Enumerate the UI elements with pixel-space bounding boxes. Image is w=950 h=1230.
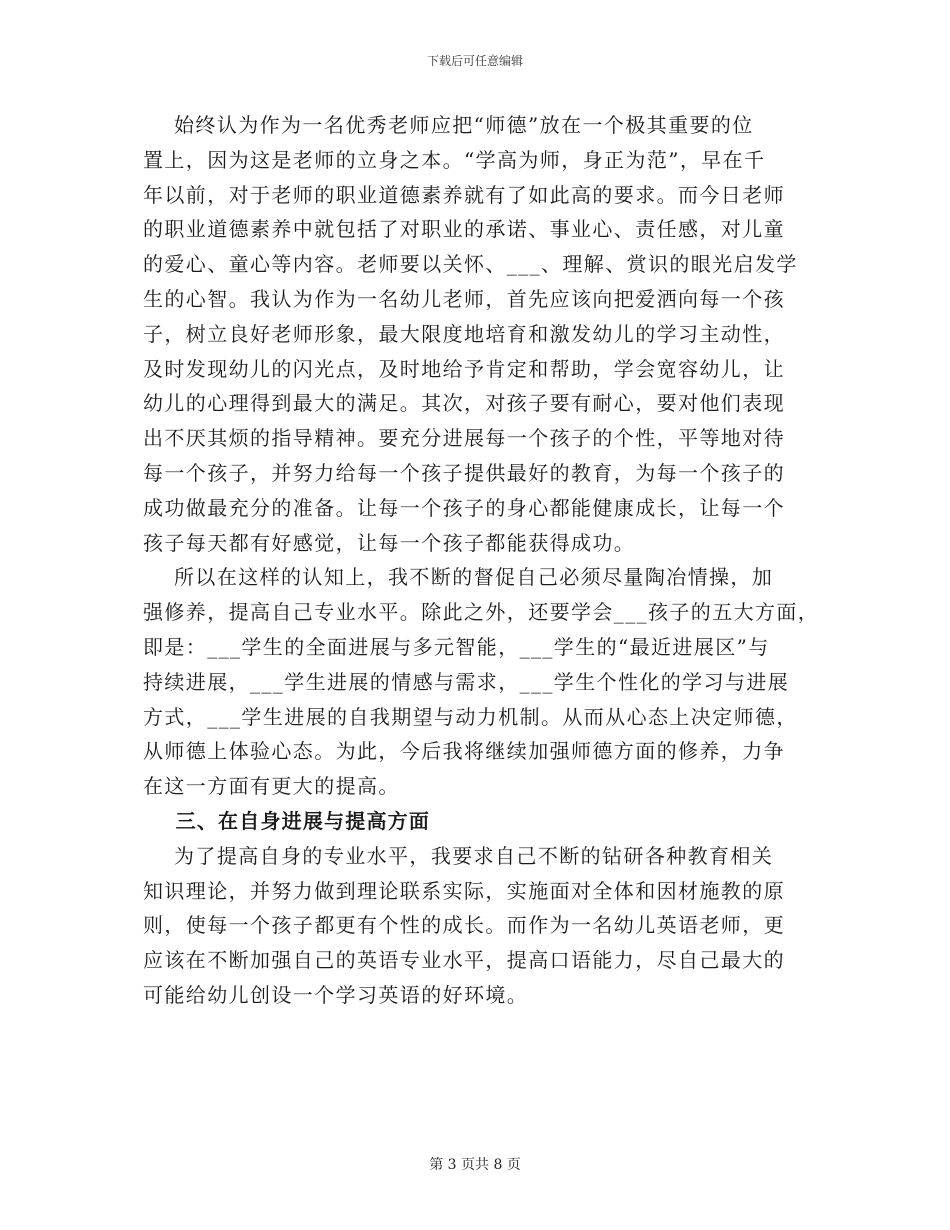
text-line: 持续进展，___学生进展的情感与需求，___学生个性化的学习与进展	[143, 669, 790, 694]
text-line: 从师德上体验心态。为此，今后我将继续加强师德方面的修养，力争	[143, 739, 785, 764]
text-line: 幼儿的心理得到最大的满足。其次，对孩子要有耐心，要对他们表现	[143, 391, 785, 416]
text-line: 强修养，提高自己专业水平。除此之外，还要学会___孩子的五大方面，	[143, 600, 820, 625]
text-line: 及时发现幼儿的闪光点，及时地给予肯定和帮助，学会宽容幼儿，让	[143, 356, 785, 381]
text-line: 应该在不断加强自己的英语专业水平，提高口语能力，尽自己最大的	[143, 948, 785, 973]
text-line: 每一个孩子，并努力给每一个孩子提供最好的教育，为每一个孩子的	[143, 460, 785, 485]
text-line: 在这一方面有更大的提高。	[143, 774, 400, 799]
page-number-footer: 第 3 页共 8 页	[429, 1157, 521, 1173]
page-header: 下载后可任意编辑	[426, 54, 523, 68]
text-line: 年以前，对于老师的职业道德素养就有了如此高的要求。而今日老师	[143, 182, 785, 207]
text-line: 即是：___学生的全面进展与多元智能，___学生的“最近进展区”与	[143, 634, 770, 659]
text-line: 方式，___学生进展的自我期望与动力机制。从而从心态上决定师德，	[143, 704, 798, 729]
text-line: 知识理论，并努力做到理论联系实际，实施面对全体和因材施教的原	[143, 878, 785, 903]
text-line: 子，树立良好老师形象，最大限度地培育和激发幼儿的学习主动性，	[143, 321, 785, 346]
document-body	[143, 108, 820, 1013]
text-line: 出不厌其烦的指导精神。要充分进展每一个孩子的个性，平等地对待	[143, 426, 785, 451]
text-line: 置上，因为这是老师的立身之本。“学高为师，身正为范”，早在千	[143, 147, 766, 172]
text-line: 则，使每一个孩子都更有个性的成长。而作为一名幼儿英语老师，更	[143, 913, 785, 938]
text-line: 可能给幼儿创设一个学习英语的好环境。	[143, 982, 529, 1007]
text-line: 孩子每天都有好感觉，让每一个孩子都能获得成功。	[143, 530, 636, 555]
text-line: 成功做最充分的准备。让每一个孩子的身心都能健康成长，让每一个	[143, 495, 785, 520]
text-line: 始终认为作为一名优秀老师应把“师德”放在一个极其重要的位	[143, 113, 754, 137]
text-line: 的职业道德素养中就包括了对职业的承诺、事业心、责任感，对儿童	[143, 217, 785, 242]
section-heading: 三、在自身进展与提高方面	[143, 808, 431, 833]
text-line: 为了提高自身的专业水平，我要求自己不断的钻研各种教育相关	[143, 843, 774, 868]
text-line: 的爱心、童心等内容。老师要以关怀、___、理解、赏识的眼光启发学	[143, 252, 798, 277]
text-line: 生的心智。我认为作为一名幼儿老师，首先应该向把爱洒向每一个孩	[143, 286, 785, 311]
text-line: 所以在这样的认知上，我不断的督促自己必须尽量陶冶情操，加	[143, 565, 774, 590]
